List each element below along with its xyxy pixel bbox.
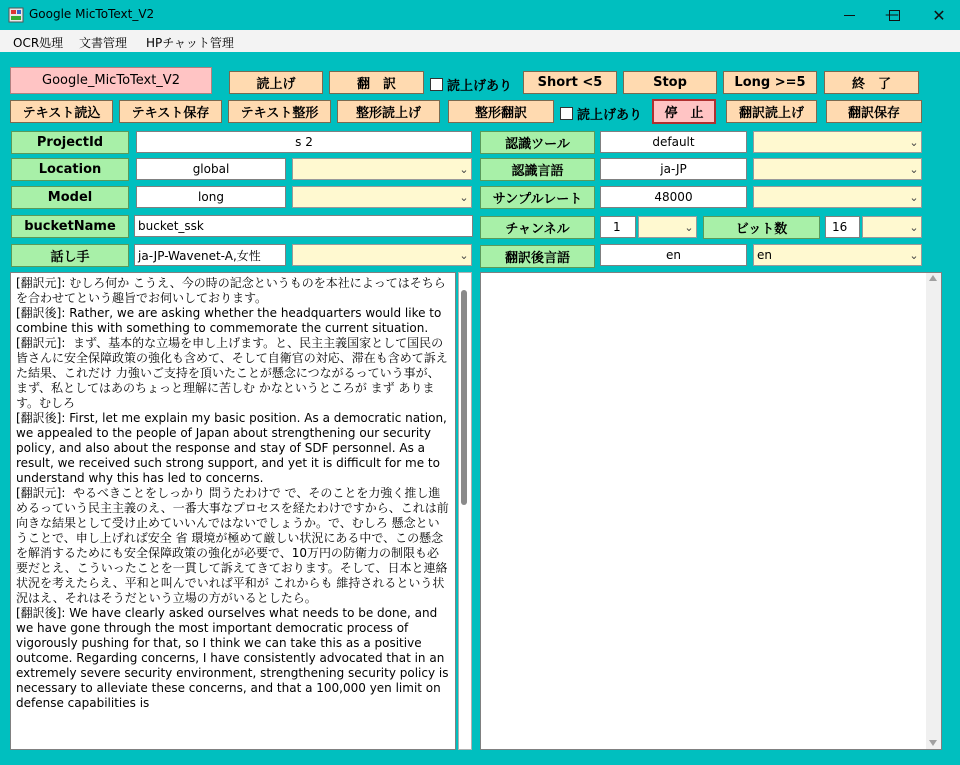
channel-select[interactable] bbox=[638, 216, 697, 238]
window-title: Google MicToText_V2 bbox=[29, 7, 155, 21]
long-button[interactable]: Long >=5 bbox=[723, 71, 817, 94]
text-format-button[interactable]: テキスト整形 bbox=[228, 100, 331, 123]
menu-hp-chat[interactable]: HPチャット管理 bbox=[146, 36, 234, 50]
model-select[interactable] bbox=[292, 186, 472, 208]
menu-bar bbox=[0, 30, 960, 52]
recognition-language-field[interactable]: ja-JP bbox=[600, 158, 747, 180]
app-name-button[interactable]: Google_MicToText_V2 bbox=[10, 67, 212, 94]
transcript-line: [翻訳元]: むしろ何か こうえ、今の時の記念というものを本社によってはそちらを合わせてという趣旨でお伺いしております。 bbox=[16, 276, 446, 305]
target-language-select-value: en bbox=[757, 248, 772, 262]
transcript-line: [翻訳後]: Rather, we are asking whether the headquarters would like to combine this with something to commemorate the current situation. bbox=[16, 306, 446, 335]
translation-scrollbar[interactable] bbox=[926, 273, 941, 749]
recognition-tool-field[interactable]: default bbox=[600, 131, 747, 153]
recognition-language-label: 認識言語 bbox=[480, 158, 595, 181]
speaker-field[interactable]: ja-JP-Wavenet-A,女性 bbox=[134, 244, 286, 266]
transcript-textarea[interactable] bbox=[10, 272, 456, 750]
checkbox-box-2[interactable] bbox=[560, 107, 573, 120]
location-select[interactable] bbox=[292, 158, 472, 180]
translation-save-button[interactable]: 翻訳保存 bbox=[826, 100, 922, 123]
format-translate-button[interactable]: 整形翻訳 bbox=[448, 100, 554, 123]
location-label: Location bbox=[11, 158, 129, 181]
read-aloud-checkbox-2[interactable] bbox=[560, 104, 642, 123]
target-language-select[interactable] bbox=[753, 244, 922, 266]
checkbox-box[interactable] bbox=[430, 78, 443, 91]
transcript-line: [翻訳後]: First, let me explain my basic position. As a democratic nation, we appealed to the people of Japan about strengthening our security policy, and also about the response and stay of SDF personnel. As a result, we received such strong support, and yet it is difficult for me to understand why this has led to concerns. bbox=[16, 411, 451, 485]
transcript-line: [翻訳後]: We have clearly asked ourselves what needs to be done, and we have gone through the most important democratic process of vigorously pushing for that, so I think we can take this as a positive outcome. Regarding concerns, I have consistently advocated that in an extremely severe security environment, strengthening security policy is necessary to alleviate these concerns, and that a 100,000 yen limit on defense capabilities is bbox=[16, 606, 453, 710]
text-read-button[interactable]: テキスト読込 bbox=[10, 100, 113, 123]
speaker-select[interactable] bbox=[292, 244, 472, 266]
target-language-label: 翻訳後言語 bbox=[480, 245, 595, 268]
transcript-line: [翻訳元]: まず、基本的な立場を申し上げます。と、民主主義国家として国民の皆さんに安全保障政策の強化も含めて、そして自衛官の対応、滞在も含めて訴えた結果、これだけ 力強いご支持を頂いたことが懸念につながるっていう事が、まず、私としてはあのちょっと理解に苦しむ かなというところが まず あります。むしろ bbox=[16, 336, 448, 410]
bucket-name-field[interactable]: bucket_ssk bbox=[134, 215, 473, 237]
location-field[interactable]: global bbox=[136, 158, 286, 180]
chevron-down-icon: ⌄ bbox=[909, 248, 919, 262]
exit-button[interactable]: 終 了 bbox=[824, 71, 919, 94]
maximize-button-box[interactable] bbox=[871, 0, 917, 30]
stop-button[interactable]: Stop bbox=[623, 71, 717, 94]
close-icon: ✕ bbox=[932, 5, 946, 25]
channel-field[interactable]: 1 bbox=[600, 216, 636, 238]
sample-rate-select[interactable] bbox=[753, 186, 922, 208]
chevron-down-icon: ⌄ bbox=[459, 248, 469, 262]
target-language-field[interactable]: en bbox=[600, 244, 747, 266]
model-field[interactable]: long bbox=[136, 186, 286, 208]
menu-document[interactable]: 文書管理 bbox=[79, 36, 128, 50]
translation-textarea[interactable] bbox=[480, 272, 942, 750]
chevron-down-icon: ⌄ bbox=[909, 190, 919, 204]
read-aloud-label: 読上げあり bbox=[447, 79, 513, 94]
app-icon bbox=[8, 7, 24, 23]
channel-label: チャンネル bbox=[480, 216, 595, 239]
chevron-down-icon: ⌄ bbox=[909, 220, 919, 234]
chevron-down-icon: ⌄ bbox=[684, 220, 694, 234]
chevron-down-icon: ⌄ bbox=[909, 162, 919, 176]
scroll-up-icon[interactable] bbox=[929, 275, 937, 281]
speaker-label: 話し手 bbox=[11, 244, 129, 267]
format-read-button[interactable]: 整形読上げ bbox=[337, 100, 440, 123]
minimize-icon: — bbox=[885, 7, 899, 23]
transcript-scrollbar-thumb[interactable] bbox=[461, 290, 467, 505]
menu-ocr[interactable]: OCR処理 bbox=[13, 36, 64, 50]
read-button[interactable]: 読上げ bbox=[229, 71, 323, 94]
recognition-language-select[interactable] bbox=[753, 158, 922, 180]
bit-depth-label: ビット数 bbox=[703, 216, 820, 239]
recognition-tool-label: 認識ツール bbox=[480, 131, 595, 154]
transcript-line: [翻訳元]: やるべきことをしっかり 問うたわけで で、そのことを力強く推し進めるっていう民主主義のえ、一番大事なプロセスを経たわけですから、これは前向きな結果として受け止めていいんではないでしょうか。で、むしろ 懸念ということで、申し上げれば安全 省 環境が極めて厳しい状況にある中で、この懸念を解消するためにも安全保障政策の強化が必要で、10万円の防衛力の制限も必要だとえ、こういったことを一貫して訴えてきております。そして、日本と連絡状況を考えたらえ、平和と叫んでいれば平和が これからも 維持されるという状況はえ、それはそうだという立場の方がいるとしたら。 bbox=[16, 486, 449, 605]
model-label: Model bbox=[11, 186, 129, 209]
bucket-name-label: bucketName bbox=[11, 215, 129, 238]
halt-button[interactable]: 停 止 bbox=[652, 99, 716, 124]
read-aloud-label-2: 読上げあり bbox=[577, 108, 643, 123]
close-button[interactable] bbox=[916, 0, 960, 30]
maximize-icon bbox=[889, 10, 900, 21]
chevron-down-icon: ⌄ bbox=[459, 162, 469, 176]
project-id-label: ProjectId bbox=[11, 131, 129, 154]
bit-depth-field[interactable]: 16 bbox=[825, 216, 860, 238]
recognition-tool-select[interactable] bbox=[753, 131, 922, 153]
read-aloud-checkbox[interactable] bbox=[430, 75, 512, 94]
sample-rate-label: サンプルレート bbox=[480, 186, 595, 209]
short-button[interactable]: Short <5 bbox=[523, 71, 617, 94]
text-save-button[interactable]: テキスト保存 bbox=[119, 100, 222, 123]
sample-rate-field[interactable]: 48000 bbox=[600, 186, 747, 208]
translate-button[interactable]: 翻 訳 bbox=[329, 71, 424, 94]
translation-read-button[interactable]: 翻訳読上げ bbox=[726, 100, 817, 123]
chevron-down-icon: ⌄ bbox=[459, 190, 469, 204]
project-id-field[interactable]: s 2 bbox=[136, 131, 472, 153]
chevron-down-icon: ⌄ bbox=[909, 135, 919, 149]
bit-depth-select[interactable] bbox=[862, 216, 922, 238]
minimize-button-box[interactable] bbox=[826, 0, 872, 30]
scroll-down-icon[interactable] bbox=[929, 740, 937, 746]
minimize-glyph-icon bbox=[844, 15, 855, 16]
